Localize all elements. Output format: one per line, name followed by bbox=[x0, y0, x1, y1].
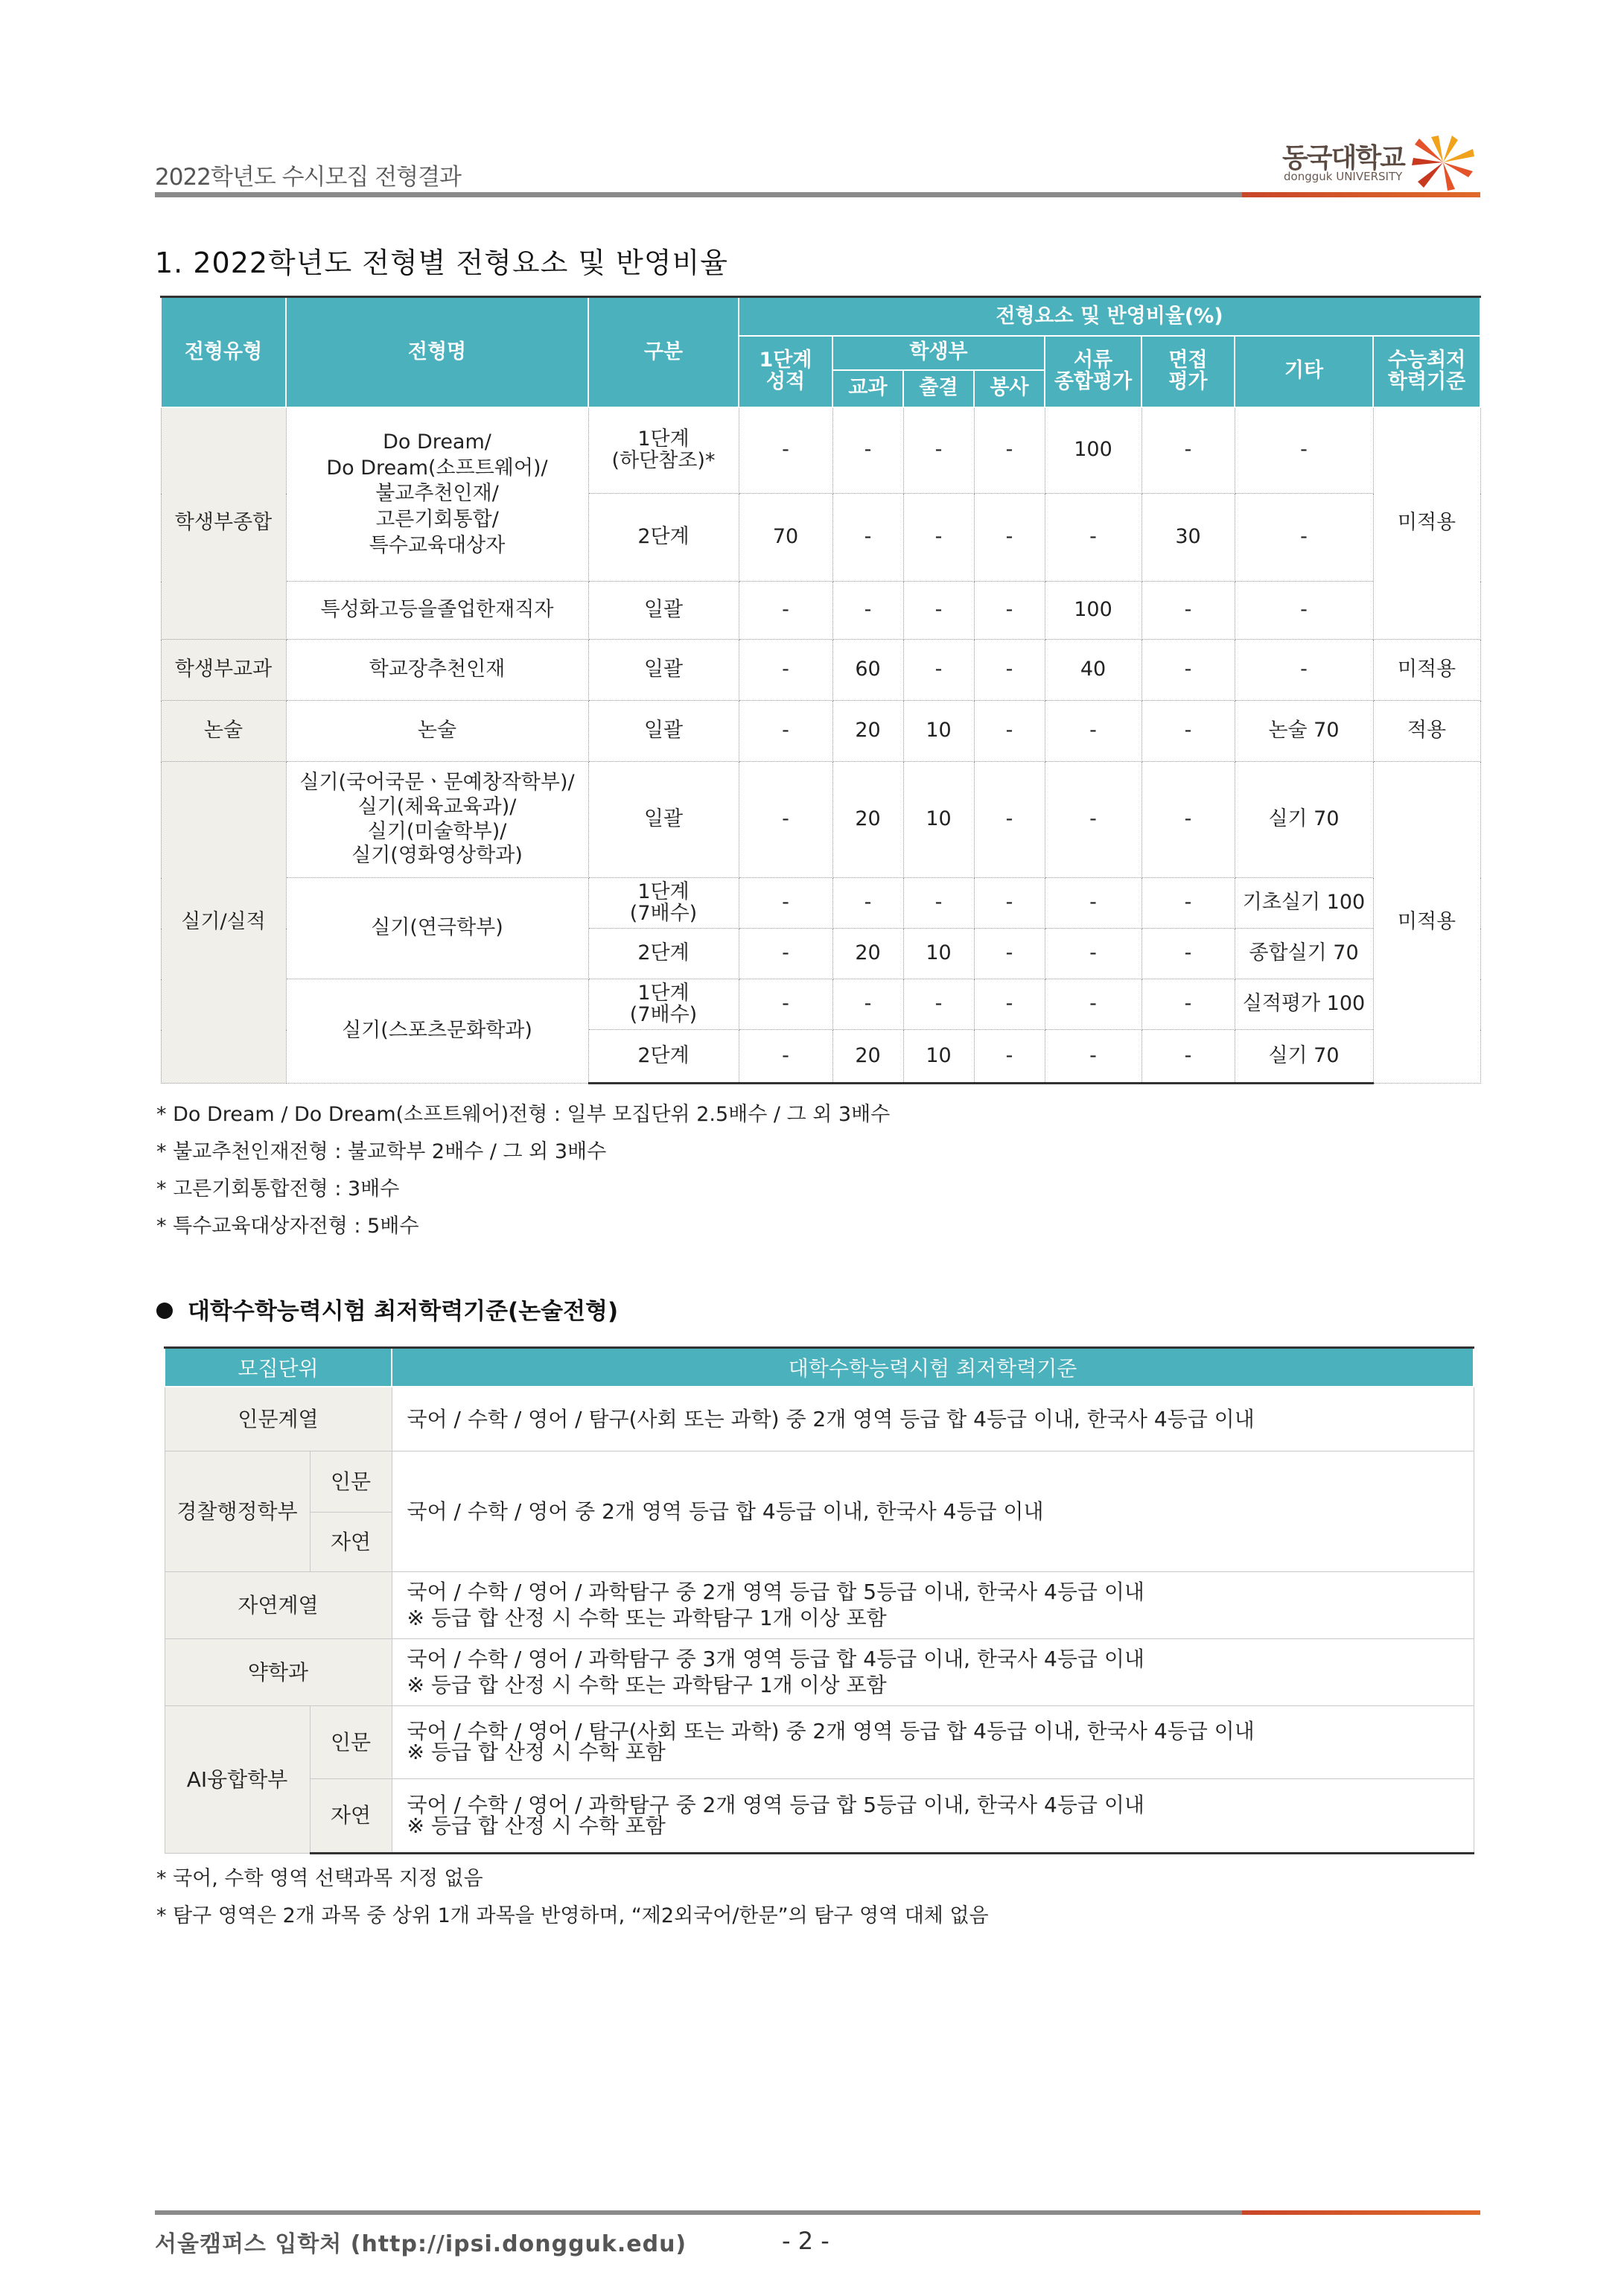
value-cell: - bbox=[1045, 929, 1141, 979]
logo-korean-text: 동국대학교 bbox=[1282, 143, 1404, 174]
bullet-icon bbox=[156, 1303, 173, 1319]
csat-cell: 적용 bbox=[1373, 701, 1480, 762]
note-line: * 탐구 영역은 2개 과목 중 상위 1개 과목을 반영하며, “제2외국어/한문”의 탐구 영역 대체 없음 bbox=[156, 1904, 989, 1927]
value-cell: - bbox=[903, 494, 974, 582]
value-cell: 30 bbox=[1141, 494, 1235, 582]
stage-cell: 일괄 bbox=[588, 762, 739, 878]
value-cell: - bbox=[1045, 979, 1141, 1030]
unit-cell: 경찰행정학부 bbox=[165, 1451, 310, 1571]
value-cell: - bbox=[903, 979, 974, 1030]
stage-cell: 1단계 (7배수) bbox=[588, 979, 739, 1030]
value-cell: - bbox=[1235, 640, 1373, 701]
value-cell: - bbox=[832, 407, 903, 494]
footer-contact: 서울캠퍼스 입학처 (http://ipsi.dongguk.edu) bbox=[155, 2231, 687, 2257]
stage-cell: 일괄 bbox=[588, 582, 739, 640]
value-cell: - bbox=[1235, 494, 1373, 582]
table-row bbox=[161, 878, 1480, 929]
table2-notes bbox=[156, 1860, 989, 1935]
type-cell: 실기/실적 bbox=[161, 762, 286, 1084]
table-row bbox=[161, 582, 1480, 640]
value-cell: 종합실기 70 bbox=[1235, 929, 1373, 979]
value-cell: 40 bbox=[1045, 640, 1141, 701]
value-cell: - bbox=[974, 494, 1045, 582]
value-cell: - bbox=[1141, 1030, 1235, 1084]
value-cell: - bbox=[739, 762, 832, 878]
value-cell: - bbox=[903, 582, 974, 640]
value-cell: 20 bbox=[832, 762, 903, 878]
section2-title: 대학수학능력시험 최저학력기준(논술전형) bbox=[188, 1298, 619, 1325]
header-attendance: 출결 bbox=[903, 370, 974, 407]
value-cell: - bbox=[1045, 701, 1141, 762]
value-cell: 20 bbox=[832, 701, 903, 762]
note-line: * 국어, 수학 영역 선택과목 지정 없음 bbox=[156, 1867, 483, 1890]
value-cell: - bbox=[1141, 582, 1235, 640]
value-cell: - bbox=[832, 582, 903, 640]
csat-cell: 미적용 bbox=[1373, 407, 1480, 640]
value-cell: - bbox=[1141, 640, 1235, 701]
value-cell: - bbox=[974, 640, 1045, 701]
table-row bbox=[165, 1778, 1474, 1853]
value-cell: - bbox=[1045, 878, 1141, 929]
value-cell: - bbox=[903, 878, 974, 929]
table-row bbox=[165, 1451, 1474, 1512]
name-cell: Do Dream/ Do Dream(소프트웨어)/ 불교추천인재/ 고른기회통합/ 특수교육대상자 bbox=[286, 407, 588, 582]
value-cell: - bbox=[1141, 407, 1235, 494]
value-cell: - bbox=[1141, 762, 1235, 878]
admission-elements-table bbox=[160, 296, 1481, 1084]
value-cell: - bbox=[1235, 582, 1373, 640]
sub-unit-cell: 인문 bbox=[310, 1705, 392, 1778]
header-volunteer: 봉사 bbox=[974, 370, 1045, 407]
unit-cell: 약학과 bbox=[165, 1638, 392, 1705]
value-cell: - bbox=[832, 979, 903, 1030]
value-cell: - bbox=[739, 640, 832, 701]
value-cell: 70 bbox=[739, 494, 832, 582]
header-rule-accent bbox=[1242, 192, 1480, 197]
header-csat-min: 수능최저 학력기준 bbox=[1373, 336, 1480, 407]
name-cell: 학교장추천인재 bbox=[286, 640, 588, 701]
value-cell: - bbox=[739, 407, 832, 494]
section-title: 1. 2022학년도 전형별 전형요소 및 반영비율 bbox=[155, 247, 728, 279]
criteria-cell: 국어 / 수학 / 영어 / 과학탐구 중 3개 영역 등급 합 4등급 이내, 한국사 4등급 이내 ※ 등급 합 산정 시 수학 또는 과학탐구 1개 이상 포함 bbox=[392, 1638, 1474, 1705]
section2-heading bbox=[156, 1292, 618, 1326]
value-cell: - bbox=[1235, 407, 1373, 494]
note-line: * 특수교육대상자전형 : 5배수 bbox=[156, 1215, 419, 1238]
type-cell: 학생부종합 bbox=[161, 407, 286, 640]
note-line: * Do Dream / Do Dream(소프트웨어)전형 : 일부 모집단위 2.5배수 / 그 외 3배수 bbox=[156, 1103, 891, 1126]
university-logo bbox=[1282, 133, 1483, 192]
value-cell: 100 bbox=[1045, 407, 1141, 494]
header-unit: 모집단위 bbox=[165, 1348, 392, 1387]
type-cell: 논술 bbox=[161, 701, 286, 762]
sub-unit-cell: 자연 bbox=[310, 1512, 392, 1571]
note-line: * 불교추천인재전형 : 불교학부 2배수 / 그 외 3배수 bbox=[156, 1140, 607, 1163]
value-cell: - bbox=[1141, 929, 1235, 979]
value-cell: - bbox=[974, 762, 1045, 878]
value-cell: - bbox=[974, 1030, 1045, 1084]
value-cell: - bbox=[974, 979, 1045, 1030]
value-cell: 기초실기 100 bbox=[1235, 878, 1373, 929]
stage-cell: 일괄 bbox=[588, 701, 739, 762]
value-cell: - bbox=[903, 407, 974, 494]
table-row bbox=[165, 1705, 1474, 1778]
value-cell: - bbox=[974, 701, 1045, 762]
csat-cell: 미적용 bbox=[1373, 762, 1480, 1084]
stage-cell: 2단계 bbox=[588, 494, 739, 582]
table-row bbox=[161, 762, 1480, 878]
stage-cell: 2단계 bbox=[588, 929, 739, 979]
stage-cell: 1단계 (하단참조)* bbox=[588, 407, 739, 494]
header-interview: 면접 평가 bbox=[1141, 336, 1235, 407]
value-cell: - bbox=[739, 878, 832, 929]
header-stage1-score: 1단계 성적 bbox=[739, 336, 832, 407]
table1-notes bbox=[156, 1096, 890, 1245]
header-school-record: 학생부 bbox=[832, 336, 1045, 370]
name-cell: 논술 bbox=[286, 701, 588, 762]
csat-minimum-table bbox=[164, 1346, 1474, 1854]
value-cell: - bbox=[974, 407, 1045, 494]
criteria-cell: 국어 / 수학 / 영어 / 탐구(사회 또는 과학) 중 2개 영역 등급 합 4등급 이내, 한국사 4등급 이내 ※ 등급 합 산정 시 수학 포함 bbox=[392, 1705, 1474, 1778]
value-cell: 10 bbox=[903, 929, 974, 979]
header-type: 전형유형 bbox=[161, 297, 286, 407]
document-header-title: 2022학년도 수시모집 전형결과 bbox=[155, 164, 462, 191]
criteria-cell: 국어 / 수학 / 영어 / 과학탐구 중 2개 영역 등급 합 5등급 이내, 한국사 4등급 이내 ※ 등급 합 산정 시 수학 또는 과학탐구 1개 이상 포함 bbox=[392, 1571, 1474, 1638]
value-cell: - bbox=[974, 878, 1045, 929]
footer-rule bbox=[155, 2210, 1242, 2215]
value-cell: 100 bbox=[1045, 582, 1141, 640]
value-cell: 60 bbox=[832, 640, 903, 701]
name-cell: 특성화고등을졸업한재직자 bbox=[286, 582, 588, 640]
value-cell: 10 bbox=[903, 762, 974, 878]
header-document-eval: 서류 종합평가 bbox=[1045, 336, 1141, 407]
value-cell: - bbox=[739, 929, 832, 979]
value-cell: - bbox=[832, 494, 903, 582]
value-cell: - bbox=[739, 1030, 832, 1084]
header-etc: 기타 bbox=[1235, 336, 1373, 407]
value-cell: 10 bbox=[903, 1030, 974, 1084]
value-cell: 20 bbox=[832, 929, 903, 979]
value-cell: - bbox=[739, 979, 832, 1030]
value-cell: - bbox=[974, 929, 1045, 979]
criteria-cell: 국어 / 수학 / 영어 중 2개 영역 등급 합 4등급 이내, 한국사 4등급 이내 bbox=[392, 1451, 1474, 1571]
header-subject: 교과 bbox=[832, 370, 903, 407]
table-row bbox=[165, 1571, 1474, 1638]
value-cell: 실기 70 bbox=[1235, 762, 1373, 878]
table-row bbox=[165, 1387, 1474, 1451]
footer-rule-accent bbox=[1242, 2210, 1480, 2215]
table-row bbox=[161, 407, 1480, 494]
logo-english-text: dongguk UNIVERSITY bbox=[1284, 170, 1403, 183]
value-cell: - bbox=[974, 582, 1045, 640]
unit-cell: 인문계열 bbox=[165, 1387, 392, 1451]
sub-unit-cell: 인문 bbox=[310, 1451, 392, 1512]
value-cell: - bbox=[1141, 701, 1235, 762]
value-cell: - bbox=[1045, 494, 1141, 582]
value-cell: - bbox=[739, 582, 832, 640]
stage-cell: 1단계 (7배수) bbox=[588, 878, 739, 929]
csat-cell: 미적용 bbox=[1373, 640, 1480, 701]
header-criteria: 대학수학능력시험 최저학력기준 bbox=[392, 1348, 1474, 1387]
name-cell: 실기(연극학부) bbox=[286, 878, 588, 979]
value-cell: - bbox=[903, 640, 974, 701]
value-cell: - bbox=[1045, 762, 1141, 878]
header-rule bbox=[155, 192, 1242, 197]
table-row bbox=[165, 1638, 1474, 1705]
criteria-cell: 국어 / 수학 / 영어 / 탐구(사회 또는 과학) 중 2개 영역 등급 합 4등급 이내, 한국사 4등급 이내 bbox=[392, 1387, 1474, 1451]
table-row bbox=[161, 640, 1480, 701]
value-cell: - bbox=[739, 701, 832, 762]
table-row bbox=[161, 701, 1480, 762]
stage-cell: 2단계 bbox=[588, 1030, 739, 1084]
sub-unit-cell: 자연 bbox=[310, 1778, 392, 1853]
table-row bbox=[161, 979, 1480, 1030]
value-cell: 10 bbox=[903, 701, 974, 762]
header-stage: 구분 bbox=[588, 297, 739, 407]
unit-cell: 자연계열 bbox=[165, 1571, 392, 1638]
name-cell: 실기(스포츠문화학과) bbox=[286, 979, 588, 1084]
value-cell: - bbox=[1045, 1030, 1141, 1084]
unit-cell: AI융합학부 bbox=[165, 1705, 310, 1853]
criteria-cell: 국어 / 수학 / 영어 / 과학탐구 중 2개 영역 등급 합 5등급 이내, 한국사 4등급 이내 ※ 등급 합 산정 시 수학 포함 bbox=[392, 1778, 1474, 1853]
type-cell: 학생부교과 bbox=[161, 640, 286, 701]
header-name: 전형명 bbox=[286, 297, 588, 407]
value-cell: 20 bbox=[832, 1030, 903, 1084]
value-cell: 실기 70 bbox=[1235, 1030, 1373, 1084]
stage-cell: 일괄 bbox=[588, 640, 739, 701]
logo-sunburst-icon bbox=[1409, 133, 1477, 192]
value-cell: - bbox=[832, 878, 903, 929]
header-elements: 전형요소 및 반영비율(%) bbox=[739, 297, 1480, 336]
value-cell: 실적평가 100 bbox=[1235, 979, 1373, 1030]
value-cell: - bbox=[1141, 979, 1235, 1030]
value-cell: - bbox=[1141, 878, 1235, 929]
name-cell: 실기(국어국문ㆍ문예창작학부)/ 실기(체육교육과)/ 실기(미술학부)/ 실기(영화영상학과) bbox=[286, 762, 588, 878]
note-line: * 고른기회통합전형 : 3배수 bbox=[156, 1177, 400, 1201]
page-number: - 2 - bbox=[782, 2227, 829, 2255]
value-cell: 논술 70 bbox=[1235, 701, 1373, 762]
